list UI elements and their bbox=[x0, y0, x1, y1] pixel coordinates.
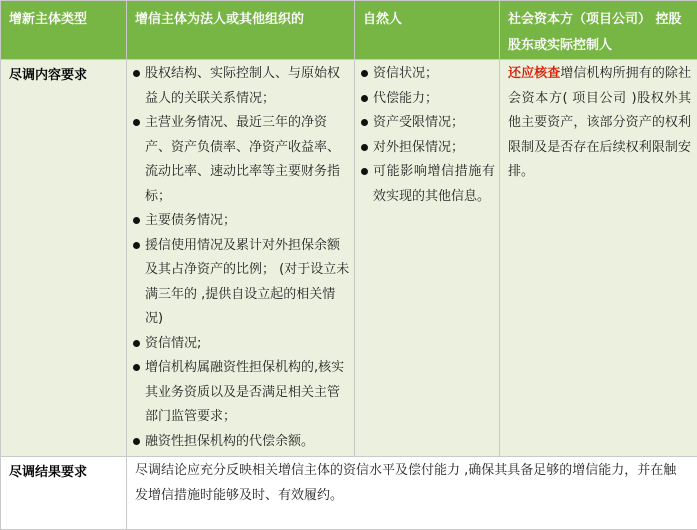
natural-person-requirements bbox=[355, 60, 500, 457]
content-requirements-row bbox=[1, 60, 697, 457]
row-label-content: 尽调内容要求 bbox=[1, 60, 127, 457]
row-label-result: 尽调结果要求 bbox=[1, 457, 127, 530]
list-item: 对外担保情况； bbox=[359, 136, 495, 161]
legal-person-list bbox=[131, 62, 350, 454]
social-capital-text bbox=[508, 62, 691, 185]
social-capital-requirements bbox=[500, 60, 697, 457]
list-item: 资产受限情况； bbox=[359, 111, 495, 136]
header-row bbox=[1, 1, 697, 60]
list-item: 资信情况; bbox=[131, 332, 350, 357]
list-item: 主营业务情况、最近三年的净资产、资产负债率、净资产收益率、流动比率、速动比率等主要财务指标； bbox=[131, 111, 350, 209]
result-requirements-row bbox=[1, 457, 697, 530]
result-requirements-text: 尽调结论应充分反映相关增信主体的资信水平及偿付能力 ,确保其具备足够的增信能力，并在触发增信措施时能够及时、有效履约。 bbox=[127, 457, 697, 530]
highlight-text: 还应核查 bbox=[508, 66, 561, 81]
list-item: 代偿能力； bbox=[359, 87, 495, 112]
list-item: 增信机构属融资性担保机构的,核实其业务资质以及是否满足相关主管部门监管要求； bbox=[131, 356, 350, 430]
list-item: 可能影响增信措施有效实现的其他信息。 bbox=[359, 160, 495, 209]
header-subject-type: 增新主体类型 bbox=[1, 1, 127, 60]
list-item: 主要债务情况； bbox=[131, 209, 350, 234]
social-capital-detail: 增信机构所拥有的除社会资本方( 项目公司 )股权外其他主要资产，该部分资产的权利限制及是否存在后续权利限制安排。 bbox=[508, 66, 691, 179]
natural-person-list bbox=[359, 62, 495, 209]
list-item: 融资性担保机构的代偿余额。 bbox=[131, 430, 350, 455]
header-legal-person: 增信主体为法人或其他组织的 bbox=[127, 1, 355, 60]
list-item: 股权结构、实际控制人、与原始权益人的关联关系情况； bbox=[131, 62, 350, 111]
list-item: 资信状况； bbox=[359, 62, 495, 87]
list-item: 援信使用情况及累计对外担保余额及其占净资产的比例； (对于设立未满三年的 ,提供自设立起的相关情况) bbox=[131, 234, 350, 332]
header-natural-person: 自然人 bbox=[355, 1, 500, 60]
legal-person-requirements bbox=[127, 60, 355, 457]
header-social-capital: 社会资本方（项目公司） 控股股东或实际控制人 bbox=[500, 1, 697, 60]
